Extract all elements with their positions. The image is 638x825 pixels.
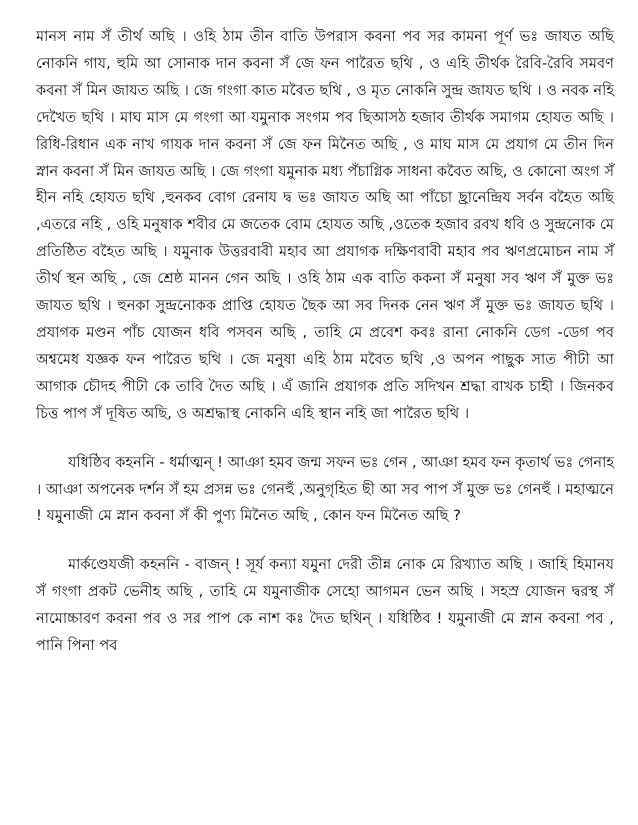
paragraph-2: যধিষ্ঠিব কহননি - ধর্মাত্মন্ ! আঞা হমব জন্ম সফন ভঃ গেন , আঞা হমব ফন কৃতার্থ ভঃ গেনাহ । আঞা অপনেক দর্শন সঁ হম প্রসন্ন ভঃ গেনহুঁ ,অনুগৃহিত ছী আ সব পাপ সঁ মুক্ত ভঃ গেনহুঁ । মহাত্মনে ! যমুনাজী মে স্নান কবনা সঁ কী পুণ্য মিনৈত অছি , কোন ফন মিনৈত অছি ? (36, 453, 615, 525)
paragraph-1: মানস নাম সঁ তীর্থ অছি । ওহি ঠাম তীন বাতি উপরাস কবনা পব সর কামনা পূর্ণ ভঃ জাযত অছি নোকনি গায, হুমি আ সোনাক দান কবনা সঁ জে ফন পারৈত ছথি , ও এহি তীর্থক রৈবি-রৈবি সমবণ কবনা সঁ মিন জাযত অছি । জে গংগা কাত মবৈত ছথি , ও মৃত নোকনি সুন্দ্র জাযত ছথি । ও নবক নহি দেখৈত ছথি । মাঘ মাস মে গংগা আ যমুনাক সংগম পব ছিআসঠ হজাব তীর্থক সমাগম হোযত অছি । রিধি-রিধান এক নাখ গাযক দান কবনা সঁ জে ফন মিনৈত অছি , ও মাঘ মাস মে প্রযাগ মে তীন দিন স্নান কবনা সঁ মিন জাযত অছি । জে গংগা যমুনাক মধ্য পঁচাগ্নিক সাধনা কবৈত অছি, ও কোনো অংগ সঁ হীন নহি হোযত ছথি ,হুনকব বোগ রেনায দ্ব ভঃ জাযত অছি আ পাঁচো ছ্রানেন্দ্রিয সর্বন বহৈত অছি ,এতরে নহি , ওহি মনুষাক শবীব মে জতেক বোম হোযত অছি ,ওতেক হজাব রবখ ধবি ও সুন্দ্রনোক মে প্রতিষ্ঠিত বহৈত অছি । যমুনাক উত্তরবাবী মহাব আ প্রযাগক দক্ষিণবাবী মহাব পব ঋণপ্রমোচন নাম সঁ তীর্থ স্থন অছি , জে শ্রেষ্ঠ মানন গেন অছি । ওহি ঠাম এক বাতি ককনা সঁ মনুষা সব ঋণ সঁ মুক্ত ভঃ জাযত ছথি । হুনকা সুন্দ্রনোকক প্রাপ্তি হোযত ছৈক আ সব দিনক নেন ঋণ সঁ মুক্ত ভঃ জাযত ছথি । প্রযাগক মণ্ডন পাঁচ যোজন ধবি পসবন অছি , তাহি মে প্রবেশ কবঃ রানা নোকনি ডেগ -ডেগ পব অশ্বমেধ যজ্ঞক ফন পারৈত ছথি । জে মনুষা এহি ঠাম মবৈত ছথি ,ও অপন পাছুক সাত পীঢী আ আগাক চৌদহ পীঢী কে তাবি দৈত অছি । এঁ জানি প্রযাগক প্রতি সদিখন শ্রদ্ধা বাখক চাহী । জিনকব চিত্ত পাপ সঁ দূষিত অছি, ও অশ্রদ্ধাস্থ নোকনি এহি স্থান নহি জা পারৈত ছথি । (36, 28, 614, 422)
paragraph-3: মার্কণ্ডেযজী কহননি - বাজন্ ! সূর্য কন্যা যমুনা দেরী তীন্ন নোক মে রিখ্যাত অছি । জাহি হিমানয সঁ গংগা প্রকট ভেনীহ অছি , তাহি মে যমুনাজীক সেহো আগমন ভেন অছি । সহস্র যোজন দ্বরস্থ সঁ নামোচ্চাবণ কবনা পব ও সর পাপ কে নাশ কঃ দৈত ছথিন্ । যধিষ্ঠিব ! যমুনাজী মে স্নান কবনা পব , পানি পিনা পব (36, 556, 614, 655)
